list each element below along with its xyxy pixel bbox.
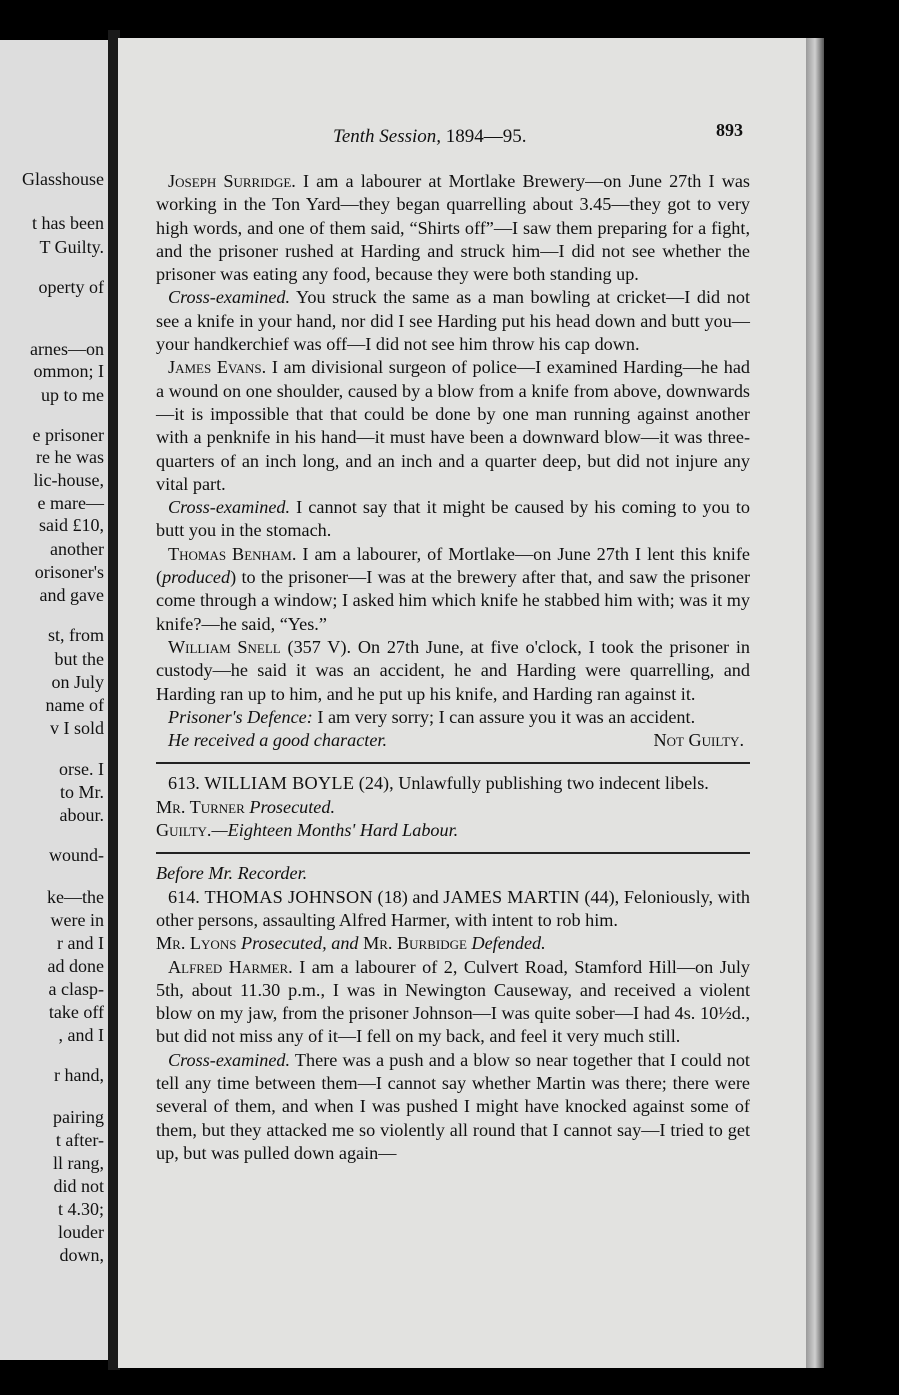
page-edge xyxy=(806,38,824,1368)
testimony-benham xyxy=(156,543,750,636)
left-page-line: e prisoner xyxy=(32,425,104,445)
page-number: 893 xyxy=(716,120,743,140)
counsel-name: Mr. Burbidge xyxy=(363,933,467,954)
left-page-line: to Mr. xyxy=(59,782,104,802)
right-page xyxy=(118,38,806,1368)
cross-exam-1 xyxy=(156,286,750,356)
prosecuted-label: Prosecuted, and xyxy=(241,933,359,954)
verdict-guilty: Guilty. xyxy=(156,820,212,841)
prosecuted-label: Prosecuted. xyxy=(249,796,336,817)
prisoner-defence xyxy=(156,706,750,729)
counsel-name: Mr. Lyons xyxy=(156,933,237,954)
case-614 xyxy=(156,886,750,933)
left-page-line: Glasshouse xyxy=(22,169,104,189)
witness-name: Joseph Surridge. xyxy=(168,171,296,191)
left-page-line: did not xyxy=(53,1176,104,1196)
left-page-line: a clasp- xyxy=(48,979,104,999)
left-page-line: up to me xyxy=(41,385,104,405)
case-divider xyxy=(156,762,750,764)
defendant-age: (18) and xyxy=(377,886,439,907)
cross-examined-label: Cross-examined. xyxy=(168,497,291,518)
left-page-line: e mare— xyxy=(37,493,104,513)
defendant-name: THOMAS JOHNSON xyxy=(204,886,373,907)
charge-text: (44), Feloniously, with other persons, assaulting Alfred Harmer, with intent to rob him. xyxy=(156,886,751,930)
cross-examined-label: Cross-examined. xyxy=(168,1049,291,1070)
left-page-line: r and I xyxy=(57,933,104,953)
testimony-text: I cannot say that it might be caused by his coming to you to butt you in the stomach. xyxy=(156,497,751,541)
running-head xyxy=(333,126,527,148)
left-page-line: ll rang, xyxy=(53,1153,104,1173)
case-number: 613. xyxy=(168,773,200,794)
left-page-line: but the xyxy=(54,649,104,669)
left-page-line: name of xyxy=(45,695,104,715)
testimony-text: I am a labourer, of Mortlake—on June 27th I lent this knife ( xyxy=(156,543,750,588)
cross-examined-label: Cross-examined. xyxy=(168,287,291,308)
left-page-line: arnes—on xyxy=(30,339,104,359)
session-label: Tenth Session, xyxy=(333,126,442,147)
testimony-surridge xyxy=(156,170,750,286)
officer-badge: (357 V). xyxy=(287,636,352,657)
charge-text: (24), Unlawfully publishing two indecent libels. xyxy=(358,773,709,794)
produced-word: produced xyxy=(162,567,231,588)
left-page-line: t has been xyxy=(32,213,104,233)
left-page-line: louder xyxy=(58,1222,104,1242)
cross-exam-3 xyxy=(156,1049,750,1165)
testimony-harmer xyxy=(156,956,750,1049)
left-page-line: T Guilty. xyxy=(39,237,104,257)
case-613 xyxy=(156,772,750,795)
witness-name: Thomas Benham. xyxy=(168,543,297,564)
left-page-line: operty of xyxy=(38,277,104,297)
testimony-text: I am a labourer at Mortlake Brewery—on June 27th I was working in the Ton Yard—they began quarrelling about 3.45—they got to very high words, and one of them said, “Shirts off”—I saw them preparing for a fight, and the prisoner rushed at Harding and struck him—I did not see whether the prisoner was eating any food, because they were both standing up. xyxy=(156,171,750,285)
defence-text: I am very sorry; I can assure you it was an accident. xyxy=(317,706,696,727)
left-page-line: pairing xyxy=(53,1107,104,1127)
left-page-line: v I sold xyxy=(50,718,104,738)
witness-name: Alfred Harmer. xyxy=(168,956,293,977)
testimony-text: You struck the same as a man bowling at cricket—I did not see a knife in your hand, nor did I see Harding put his head down and butt you—your handkerchief was off—I did not see him throw his cap down. xyxy=(156,287,751,355)
left-page-line: another xyxy=(50,539,104,559)
case-number: 614. xyxy=(168,886,200,907)
case-613-verdict xyxy=(156,819,750,842)
testimony-evans xyxy=(156,356,750,496)
character-note: He received a good character. xyxy=(168,730,388,751)
witness-name: William Snell xyxy=(168,636,281,657)
left-page-line: abour. xyxy=(59,805,104,825)
left-page-line: r hand, xyxy=(54,1065,104,1085)
left-page-line: t after- xyxy=(55,1130,104,1150)
sentence: —Eighteen Months' Hard Labour. xyxy=(211,820,459,841)
left-page-line: said £10, xyxy=(39,515,104,535)
left-page-fragment xyxy=(0,40,111,1360)
left-page-line: ommon; I xyxy=(33,361,104,381)
page-header xyxy=(118,120,806,154)
page-body xyxy=(156,170,750,1165)
left-page-line: , and I xyxy=(58,1025,104,1045)
testimony-snell xyxy=(156,636,750,706)
left-page-line: st, from xyxy=(48,625,104,645)
character-verdict-line xyxy=(156,729,750,752)
defendant-name: WILLIAM BOYLE xyxy=(204,773,355,794)
left-page-line: take off xyxy=(48,1002,104,1022)
testimony-text: I am divisional surgeon of police—I examined Harding—he had a wound on one shoulder, caused by a blow from a knife from above, downwards—it is impossible that that could be done by one man running against another with a penknife in his hand—it must have been a downward blow—it was three-quarters of an inch long, and an inch and a quarter deep, but did not injure any vital part. xyxy=(156,357,750,494)
before-recorder: Before Mr. Recorder. xyxy=(156,863,308,884)
testimony-text: On 27th June, at five o'clock, I took the prisoner in custody—he said it was an accident, he and Harding were quarrelling, and Harding ran up to him, and he put up his knife, and Harding ran against it. xyxy=(156,636,751,704)
left-page-line: re he was xyxy=(36,447,104,467)
case-614-counsel xyxy=(156,932,750,955)
defended-label: Defended. xyxy=(471,933,546,954)
left-page-line: ad done xyxy=(47,956,104,976)
counsel-name: Mr. Turner xyxy=(156,796,245,817)
left-page-line: ke—the xyxy=(47,887,104,907)
witness-name: James Evans. xyxy=(168,357,267,378)
case-613-prosecution xyxy=(156,796,750,819)
testimony-text: There was a push and a blow so near together that I could not tell any time between them—I cannot say whether Martin was there; there were several of them, and when I was pushed I might have knocked against some of them, but they attacked me so violently all round that I cannot say—I tried to get up, but was pulled down again— xyxy=(156,1049,750,1163)
testimony-text: ) to the prisoner—I was at the brewery after that, and saw the prisoner come through a window; I asked him which knife he stabbed him with; was it my knife?—he said, “Yes.” xyxy=(156,567,750,634)
case-divider xyxy=(156,852,750,854)
left-page-line: orse. I xyxy=(59,759,104,779)
left-page-line: lic-house, xyxy=(33,470,104,490)
left-page-line: orisoner's xyxy=(34,562,104,582)
cross-exam-2 xyxy=(156,496,750,543)
left-page-line: on July xyxy=(51,672,104,692)
left-page-line: down, xyxy=(59,1245,104,1265)
left-page-line: were in xyxy=(50,910,104,930)
defendant-name: JAMES MARTIN xyxy=(443,886,580,907)
session-years: 1894—95. xyxy=(445,126,527,147)
testimony-text: I am a labourer of 2, Culvert Road, Stamford Hill—on July 5th, about 11.30 p.m., I was in Newington Causeway, and received a violent blow on my jaw, from the prisoner Johnson—I was quite sober—I had 4s. 10½d., but did not miss any of it—I fell on my back, and feel it very much still. xyxy=(156,956,751,1047)
left-page-line: t 4.30; xyxy=(57,1199,104,1219)
verdict-not-guilty: Not Guilty. xyxy=(653,730,744,751)
defence-label: Prisoner's Defence: xyxy=(168,706,313,727)
left-page-line: and gave xyxy=(39,585,104,605)
left-page-line: wound- xyxy=(49,845,104,865)
